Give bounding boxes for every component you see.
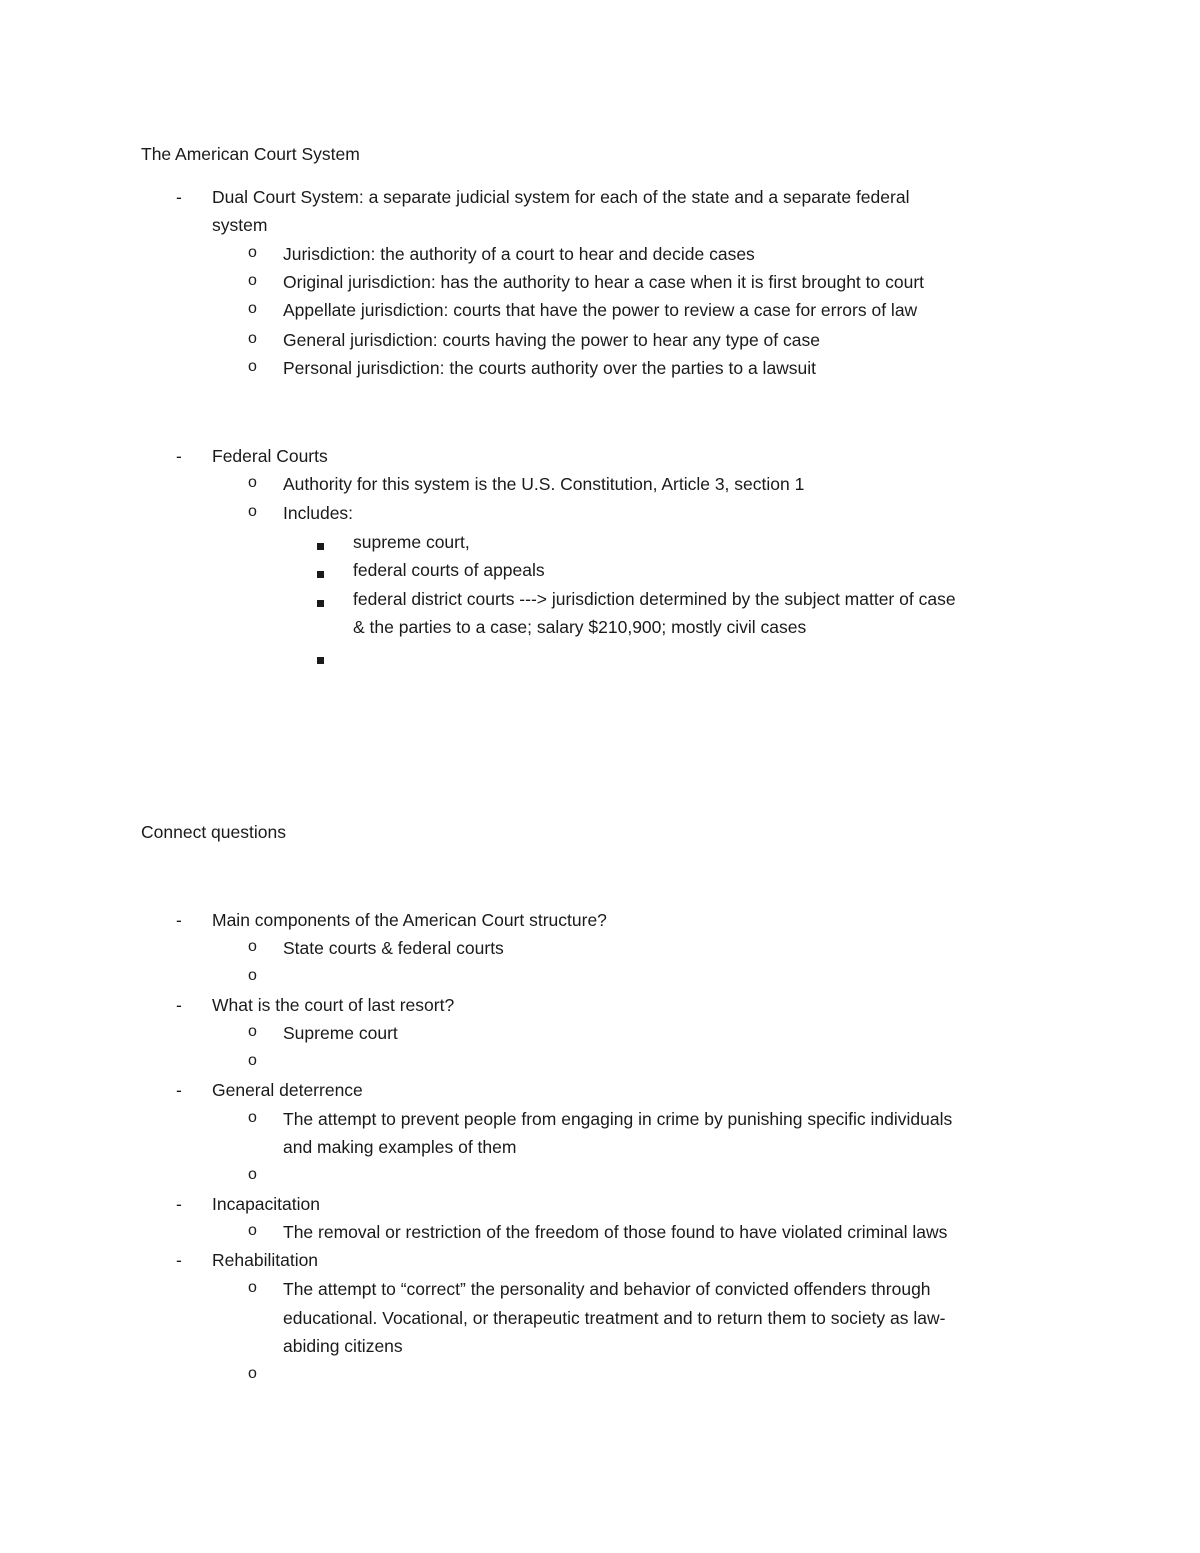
question-text: Main components of the American Court structure?: [212, 910, 607, 930]
square-bullet-icon: [317, 657, 324, 664]
dash-bullet: -: [176, 1250, 182, 1270]
answer-item-continuation: [0, 1336, 1200, 1365]
circle-bullet: o: [248, 967, 257, 984]
sub-sub-item-district-courts: [0, 589, 1200, 618]
sub-item-text: Appellate jurisdiction: courts that have the power to review a case for errors of law: [283, 300, 918, 320]
sub-item-original-jurisdiction: [0, 272, 1200, 301]
question-item: [0, 1080, 1200, 1109]
circle-bullet: o: [248, 244, 257, 261]
sub-item-includes: [0, 503, 1200, 532]
circle-bullet: o: [248, 474, 257, 491]
question-item: [0, 910, 1200, 939]
question-item: [0, 1194, 1200, 1223]
list-item-federal-courts: [0, 446, 1200, 475]
answer-item-continuation: [0, 1137, 1200, 1166]
sub-item-text: Jurisdiction: the authority of a court to hear and decide cases: [283, 244, 755, 264]
dash-bullet: -: [176, 910, 182, 930]
answer-item: [0, 938, 1200, 967]
list-item-dual-court: [0, 187, 1200, 216]
sub-sub-item-text: supreme court,: [353, 532, 470, 552]
circle-bullet: o: [248, 272, 257, 289]
section-heading-court-system: The American Court System: [141, 144, 360, 164]
answer-text-cont: educational. Vocational, or therapeutic treatment and to return them to society as law-: [283, 1308, 946, 1328]
circle-bullet: o: [248, 1222, 257, 1239]
answer-item-empty: [0, 967, 1200, 996]
question-text: Rehabilitation: [212, 1250, 319, 1270]
federal-courts-text: Federal Courts: [212, 446, 328, 466]
dual-court-text-cont: system: [212, 215, 268, 235]
circle-bullet: o: [248, 1052, 257, 1069]
dash-bullet: -: [176, 1194, 182, 1214]
answer-item-empty: [0, 1052, 1200, 1081]
square-bullet-icon: [317, 600, 324, 607]
sub-item-personal-jurisdiction: [0, 358, 1200, 387]
sub-item-general-jurisdiction: [0, 330, 1200, 359]
circle-bullet: o: [248, 1279, 257, 1296]
circle-bullet: o: [248, 1023, 257, 1040]
sub-item-jurisdiction: [0, 244, 1200, 273]
circle-bullet: o: [248, 1365, 257, 1382]
circle-bullet: o: [248, 503, 257, 520]
answer-item: [0, 1222, 1200, 1251]
answer-text-cont: and making examples of them: [283, 1137, 517, 1157]
answer-text: The attempt to prevent people from engaging in crime by punishing specific individuals: [283, 1109, 953, 1129]
sub-item-text: General jurisdiction: courts having the power to hear any type of case: [283, 330, 820, 350]
circle-bullet: o: [248, 1166, 257, 1183]
question-text: Incapacitation: [212, 1194, 320, 1214]
dash-bullet: -: [176, 446, 182, 466]
sub-item-authority: [0, 474, 1200, 503]
square-bullet-icon: [317, 543, 324, 550]
dual-court-text: Dual Court System: a separate judicial system for each of the state and a separate federal: [212, 187, 910, 207]
answer-text: Supreme court: [283, 1023, 398, 1043]
dash-bullet: -: [176, 995, 182, 1015]
sub-item-text: Authority for this system is the U.S. Constitution, Article 3, section 1: [283, 474, 805, 494]
answer-text-cont: abiding citizens: [283, 1336, 403, 1356]
answer-item: [0, 1279, 1200, 1308]
answer-text: The attempt to “correct” the personality and behavior of convicted offenders through: [283, 1279, 931, 1299]
sub-item-text: Includes:: [283, 503, 354, 523]
sub-sub-item-continuation: [0, 617, 1200, 646]
sub-item-appellate-jurisdiction: [0, 300, 1200, 329]
question-text: General deterrence: [212, 1080, 363, 1100]
sub-sub-item-courts-of-appeals: [0, 560, 1200, 589]
dash-bullet: -: [176, 187, 182, 207]
sub-sub-item-supreme-court: [0, 532, 1200, 561]
sub-item-text: Original jurisdiction: has the authority to hear a case when it is first brought to court: [283, 272, 925, 292]
answer-item: [0, 1109, 1200, 1138]
sub-sub-item-empty: [0, 646, 1200, 675]
circle-bullet: o: [248, 330, 257, 347]
answer-item-continuation: [0, 1308, 1200, 1337]
sub-sub-item-text: federal courts of appeals: [353, 560, 545, 580]
circle-bullet: o: [248, 358, 257, 375]
section-heading-connect-questions: Connect questions: [141, 822, 286, 842]
sub-item-text: Personal jurisdiction: the courts authority over the parties to a lawsuit: [283, 358, 817, 378]
sub-sub-item-text: federal district courts ---> jurisdiction determined by the subject matter of case: [353, 589, 956, 609]
answer-text: State courts & federal courts: [283, 938, 504, 958]
sub-sub-item-text-cont: & the parties to a case; salary $210,900; mostly civil cases: [353, 617, 807, 637]
answer-item: [0, 1023, 1200, 1052]
question-item: [0, 1250, 1200, 1279]
circle-bullet: o: [248, 1109, 257, 1126]
list-item-continuation: [0, 215, 1200, 244]
answer-text: The removal or restriction of the freedom of those found to have violated criminal laws: [283, 1222, 948, 1242]
answer-item-empty: [0, 1166, 1200, 1195]
question-text: What is the court of last resort?: [212, 995, 455, 1015]
question-item: [0, 995, 1200, 1024]
circle-bullet: o: [248, 300, 257, 317]
circle-bullet: o: [248, 938, 257, 955]
answer-item-empty: [0, 1365, 1200, 1394]
dash-bullet: -: [176, 1080, 182, 1100]
square-bullet-icon: [317, 571, 324, 578]
